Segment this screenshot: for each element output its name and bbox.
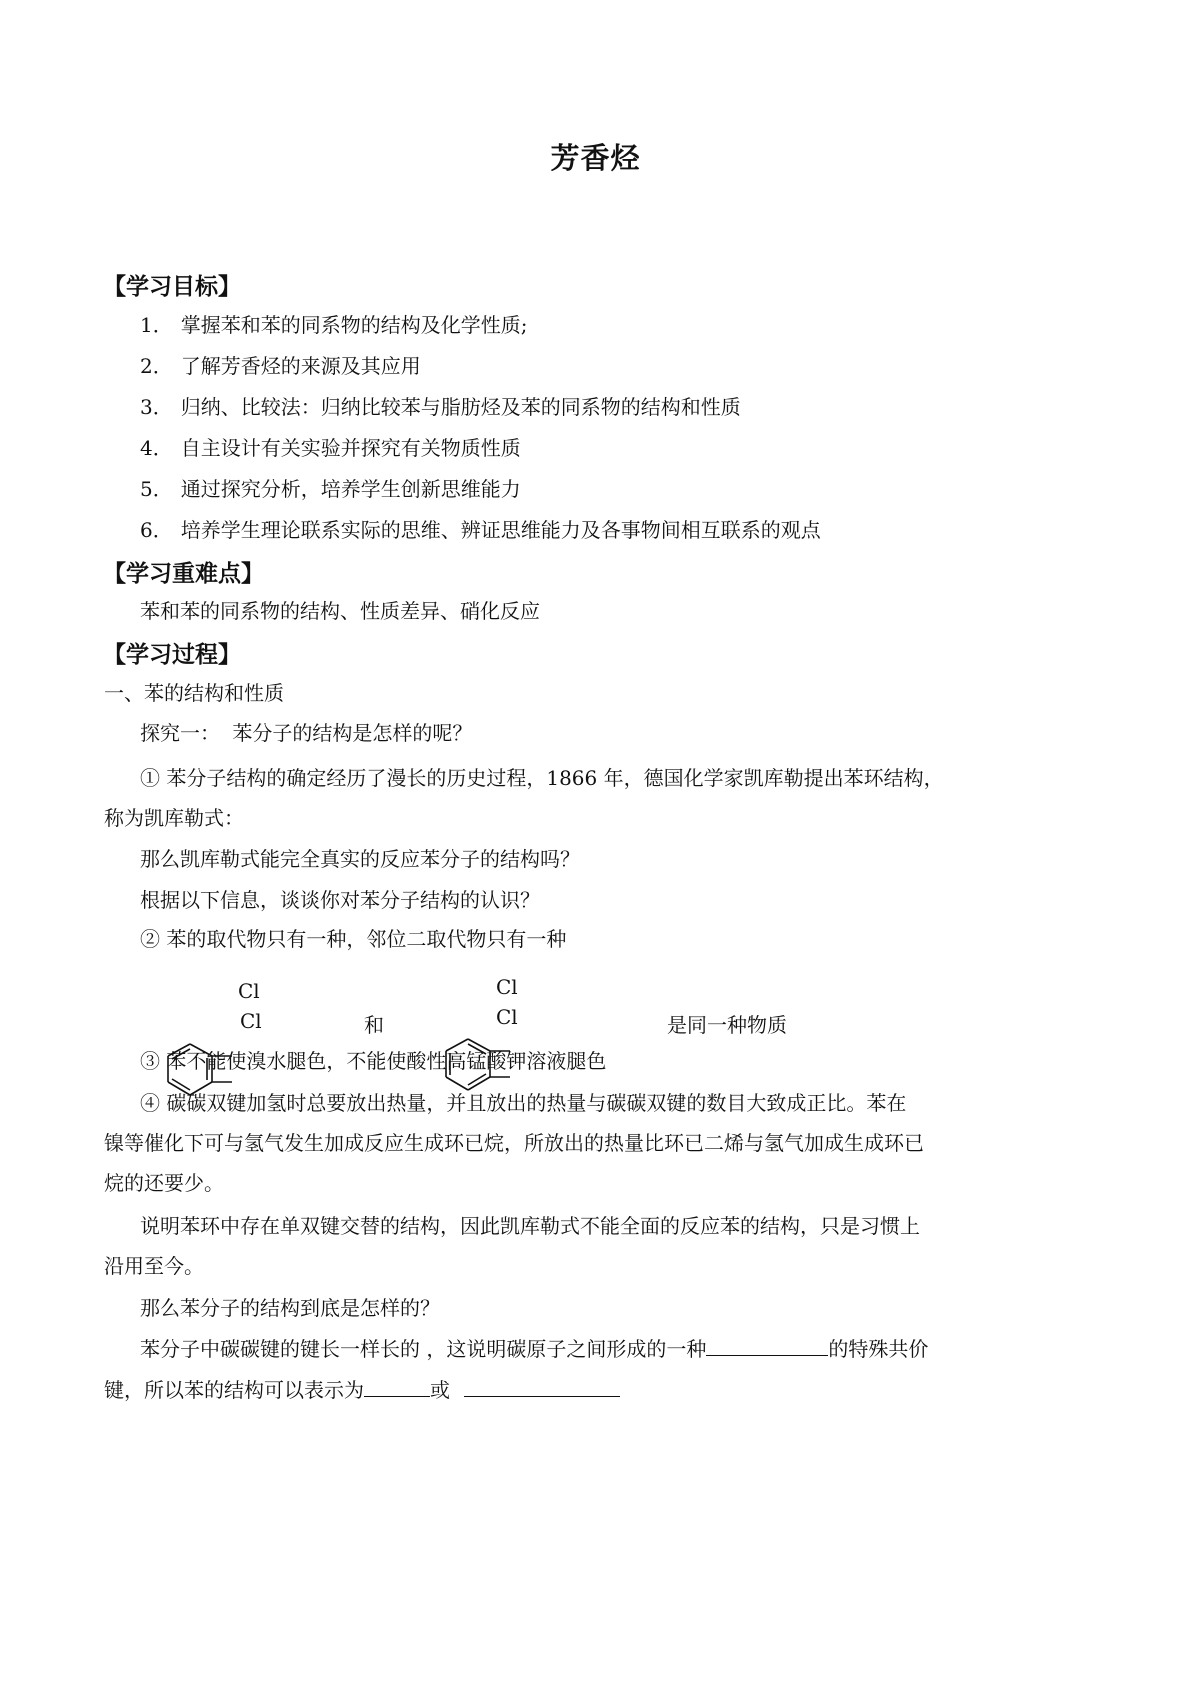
answer-blank-3[interactable]	[464, 1376, 620, 1397]
objective-item-3	[140, 394, 741, 420]
question-2: 根据以下信息，谈谈你对苯分子结构的认识？	[140, 888, 540, 912]
answer-blank-2[interactable]	[364, 1376, 430, 1397]
answer-blank-1[interactable]	[706, 1335, 828, 1356]
heading-objectives: 【学习目标】	[103, 274, 241, 300]
heading-process: 【学习过程】	[103, 642, 241, 668]
figure-connector: 和	[364, 1013, 384, 1037]
point-2: ② 苯的取代物只有一种，邻位二取代物只有一种	[140, 927, 567, 951]
chlorine-label: Cl	[238, 979, 260, 1003]
objective-text: 了解芳香烃的来源及其应用	[180, 354, 421, 378]
point-4-line-2: 镍等催化下可与氢气发生加成反应生成环已烷，所放出的热量比环已二烯与氢气加成生成环已	[104, 1131, 924, 1155]
point-1-line-1: ① 苯分子结构的确定经历了漫长的历史过程，1866 年，德国化学家凯库勒提出苯环结构，	[140, 766, 944, 790]
fill-text: 的特殊共价	[828, 1337, 929, 1361]
objective-item-6	[140, 517, 821, 543]
fill-text: 苯分子中碳碳键的键长一样长的 ，这说明碳原子之间形成的一种	[140, 1337, 707, 1361]
objective-text: 通过探究分析，培养学生创新思维能力	[180, 477, 521, 501]
figure-conclusion: 是同一种物质	[667, 1013, 787, 1037]
question-3: 那么苯分子的结构到底是怎样的？	[140, 1296, 440, 1320]
objective-item-5	[140, 476, 521, 502]
objective-number: 5．	[140, 477, 173, 501]
explanation-line-1: 说明苯环中存在单双键交替的结构，因此凯库勒式不能全面的反应苯的结构，只是习惯上	[140, 1214, 920, 1238]
inquiry-title: 探究一： 苯分子的结构是怎样的呢？	[140, 721, 473, 745]
fill-in-line-2	[104, 1376, 620, 1403]
objective-text: 培养学生理论联系实际的思维、辨证思维能力及各事物间相互联系的观点	[180, 518, 821, 542]
objective-number: 2．	[140, 354, 173, 378]
objective-item-4	[140, 435, 521, 461]
point-4-line-3: 烷的还要少。	[104, 1171, 224, 1195]
chlorine-label: Cl	[496, 975, 518, 999]
objective-number: 4．	[140, 436, 173, 460]
objective-text: 掌握苯和苯的同系物的结构及化学性质;	[180, 313, 528, 337]
question-1: 那么凯库勒式能完全真实的反应苯分子的结构吗？	[140, 847, 580, 871]
fill-in-line-1	[140, 1335, 928, 1362]
chlorine-label: Cl	[496, 1005, 518, 1029]
objective-number: 1．	[140, 313, 173, 337]
chlorine-label: Cl	[240, 1009, 262, 1033]
point-4-line-1: ④ 碳碳双键加氢时总要放出热量，并且放出的热量与碳碳双键的数目大致成正比。苯在	[140, 1091, 907, 1115]
fill-text: 键，所以苯的结构可以表示为	[104, 1378, 364, 1402]
fill-text: 或	[430, 1378, 450, 1402]
point-1-line-2: 称为凯库勒式：	[104, 806, 244, 830]
objective-number: 3．	[140, 395, 173, 419]
page-title: 芳香烃	[550, 141, 641, 175]
subheading-benzene: 一、苯的结构和性质	[104, 681, 284, 705]
objective-item-2	[140, 353, 421, 379]
objective-number: 6．	[140, 518, 173, 542]
objective-item-1	[140, 312, 527, 338]
key-points-text: 苯和苯的同系物的结构、性质差异、硝化反应	[140, 599, 540, 623]
point-3: ③ 苯不能使溴水腿色，不能使酸性高锰酸钾溶液腿色	[140, 1049, 607, 1073]
explanation-line-2: 沿用至今。	[104, 1254, 204, 1278]
objective-text: 自主设计有关实验并探究有关物质性质	[180, 436, 521, 460]
heading-key-points: 【学习重难点】	[103, 561, 264, 587]
objective-text: 归纳、比较法：归纳比较苯与脂肪烃及苯的同系物的结构和性质	[180, 395, 741, 419]
